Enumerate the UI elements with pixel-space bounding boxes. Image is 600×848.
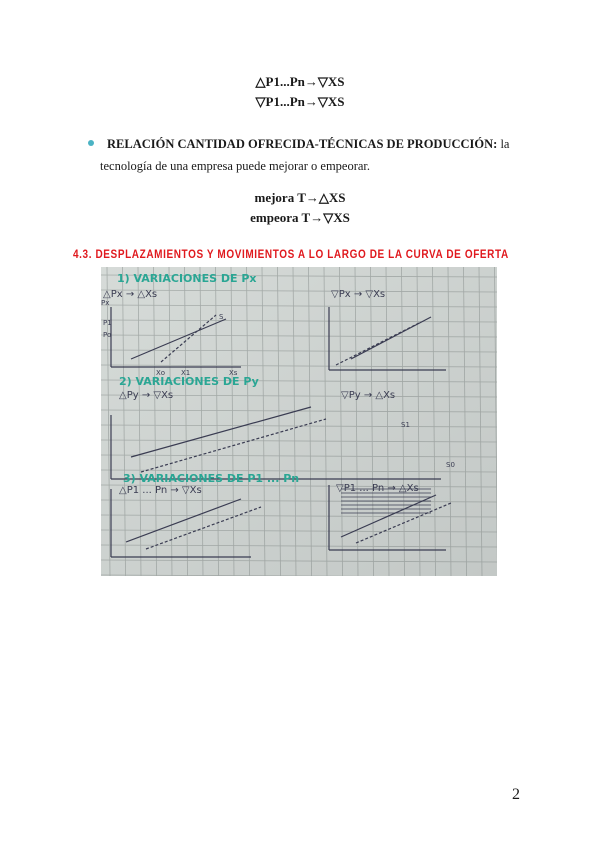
label-xo: Xo bbox=[156, 369, 166, 377]
page-number: 2 bbox=[512, 786, 520, 803]
heading-3: 3) VARIACIONES DE P1 ... Pn bbox=[123, 472, 300, 485]
formula-line-4: empeora T→▽XS bbox=[250, 210, 350, 225]
note-2: ▽Px → ▽Xs bbox=[331, 289, 386, 300]
formula-line-1: △P1...Pn→▽XS bbox=[255, 74, 345, 89]
section-title: 4.3. DESPLAZAMIENTOS Y MOVIMIENTOS A LO LARGO DE LA CURVA DE OFERTA bbox=[73, 249, 509, 262]
handwritten-notes-photo bbox=[101, 267, 497, 576]
note-3: △Py → ▽Xs bbox=[119, 390, 174, 401]
note-1: △Px → △Xs bbox=[103, 289, 158, 300]
bullet-dot-icon bbox=[88, 140, 94, 146]
label-p1: P1 bbox=[103, 319, 112, 327]
bullet-text-line2: tecnología de una empresa puede mejorar o empeorar. bbox=[100, 159, 371, 173]
label-s: S bbox=[219, 313, 224, 321]
notes-illustration bbox=[101, 267, 497, 576]
label-s1: S1 bbox=[401, 421, 410, 429]
label-px: Px bbox=[101, 299, 110, 307]
label-s0: S0 bbox=[446, 461, 455, 469]
formula-line-3: mejora T→△XS bbox=[254, 190, 346, 205]
label-po: Po bbox=[103, 331, 112, 339]
heading-2: 2) VARIACIONES DE Py bbox=[119, 375, 259, 388]
note-6: ▽P1 ... Pn → △Xs bbox=[336, 483, 419, 494]
heading-1: 1) VARIACIONES DE Px bbox=[117, 272, 257, 285]
bullet-heading: RELACIÓN CANTIDAD OFRECIDA-TÉCNICAS DE PRODUCCIÓN: bbox=[107, 137, 498, 151]
label-xs: Xs bbox=[229, 369, 238, 377]
note-5: △P1 ... Pn → ▽Xs bbox=[119, 485, 202, 496]
bullet-text-inline: la bbox=[500, 137, 510, 151]
formula-line-2: ▽P1...Pn→▽XS bbox=[255, 94, 345, 109]
bullet-item-relacion bbox=[88, 133, 528, 177]
note-4: ▽Py → △Xs bbox=[341, 390, 396, 401]
label-x1: X1 bbox=[181, 369, 191, 377]
